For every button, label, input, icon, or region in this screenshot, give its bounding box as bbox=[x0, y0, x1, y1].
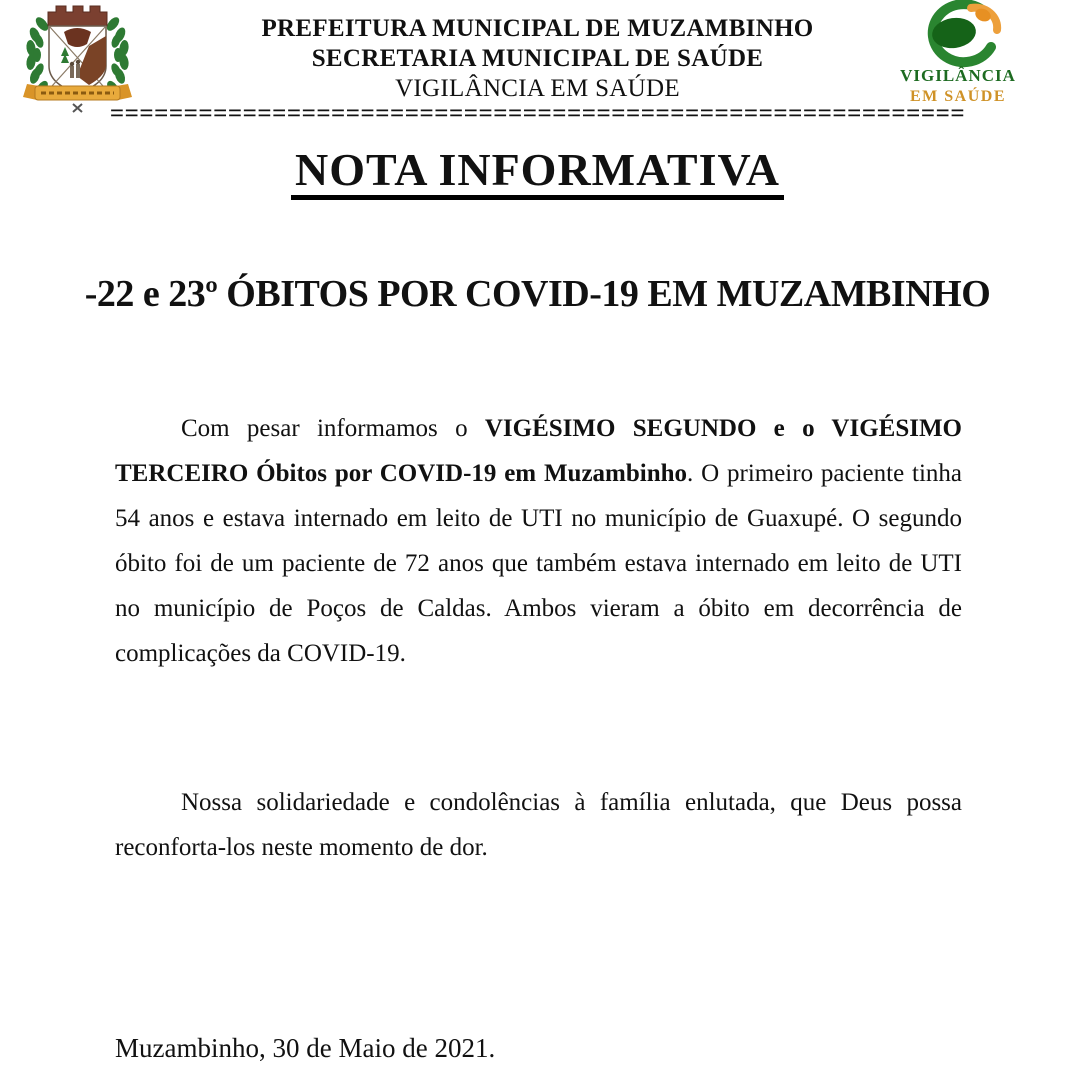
paragraph-obitos-text-2: . O primeiro paciente tinha 54 anos e estava internado em leito de UTI no município de Guaxupé. O segundo óbito foi de um paciente de 72 anos que também estava internado em leito de UTI no município de Poços de Caldas. Ambos vieram a óbito em decorrência de complicações da COVID-19. bbox=[115, 460, 962, 668]
vigilancia-logo-label: VIGILÂNCIA bbox=[900, 66, 1016, 85]
header-line-secretaria: SECRETARIA MUNICIPAL DE SAÚDE bbox=[311, 45, 764, 72]
vigilancia-logo-graphic bbox=[899, 0, 1017, 68]
document-header bbox=[0, 0, 1075, 104]
header-line-vigilancia: VIGILÂNCIA EM SAÚDE bbox=[395, 75, 680, 102]
page-title: NOTA INFORMATIVA bbox=[291, 146, 784, 200]
paragraph-obitos-bold: VIGÉSIMO SEGUNDO e o VIGÉSIMO TERCEIRO Óbitos por COVID-19 em Muzambinho bbox=[115, 415, 962, 488]
vigilancia-em-saude-logo bbox=[884, 0, 1032, 106]
title-wrap bbox=[0, 146, 1075, 200]
muzambinho-coat-of-arms-logo bbox=[15, 0, 140, 118]
paragraph-obitos bbox=[115, 406, 962, 676]
coat-of-arms-graphic bbox=[15, 0, 140, 118]
page-subtitle: -22 e 23º ÓBITOS POR COVID-19 EM MUZAMBINHO bbox=[84, 273, 991, 316]
paragraph-condolencias: Nossa solidariedade e condolências à família enlutada, que Deus possa reconforta-los neste momento de dor. bbox=[115, 789, 962, 862]
em-saude-logo-label: EM SAÚDE bbox=[909, 88, 1006, 105]
date-line: Muzambinho, 30 de Maio de 2021. bbox=[115, 1033, 496, 1064]
paragraph-obitos-text-1: Com pesar informamos o bbox=[181, 415, 485, 443]
separator-line: ========================================================== bbox=[109, 104, 966, 124]
header-line-prefeitura: PREFEITURA MUNICIPAL DE MUZAMBINHO bbox=[261, 15, 814, 42]
